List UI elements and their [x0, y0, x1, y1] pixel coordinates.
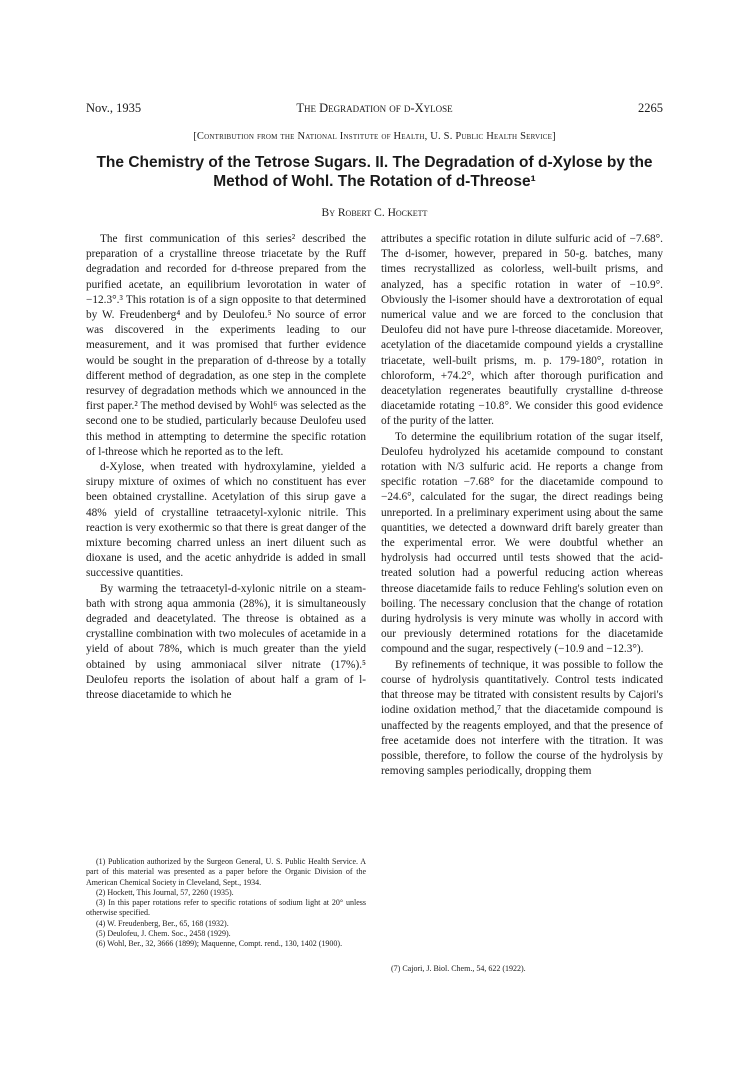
running-title: The Degradation of d-Xylose: [296, 101, 453, 115]
contribution-line: [Contribution from the National Institute of Health, U. S. Public Health Service]: [193, 131, 556, 142]
footnote: (4) W. Freudenberg, Ber., 65, 168 (1932).: [96, 918, 229, 928]
right-column: [381, 232, 663, 779]
footnote: (6) Wohl, Ber., 32, 3666 (1899); Maquenne, Compt. rend., 130, 1402 (1900).: [96, 939, 343, 949]
paragraph: d-Xylose, when treated with hydroxylamine, yielded a sirupy mixture of oximes of which no constituent has ever been obtained crystalline. Acetylation of this sirup gave a 48% yield of crystalline tetraacetyl-xylonic nitrile. This reaction is very exothermic so that there is great danger of the mixture becoming charred unless an inert diluent such as dioxane is used, and the acetic anhydride is added in small successive quantities.: [86, 461, 366, 580]
footnotes-right: [381, 964, 663, 974]
title-line-2: Method of Wohl. The Rotation of d-Threose¹: [213, 173, 536, 190]
title-line-1: The Chemistry of the Tetrose Sugars. II. The Degradation of d-Xylose by the: [96, 154, 653, 171]
running-head: [86, 101, 663, 119]
paragraph: By refinements of technique, it was possible to follow the course of hydrolysis quantitatively. Control tests indicated that threose may be titrated with consistent results by Cajori's iodine oxidation method,⁷ that the diacetamide compound is unaffected by the reagents employed, and that the presence of free acetamide does not interfere with the titration. It was possible, therefore, to follow the course of the hydrolysis by removing samples periodically, dropping them: [381, 658, 663, 778]
paragraph: By warming the tetraacetyl-d-xylonic nitrile on a steam-bath with strong aqua ammonia (28%), it is simultaneously degraded and deacetylated. The threose is obtained as a crystalline combination with two molecules of acetamide in a yield of about 78%, which is much greater than the yield obtained by using ammoniacal silver nitrate (17%).⁵ Deulofeu reports the isolation of about half a gram of l-threose diacetamide to which he: [86, 582, 366, 702]
page-number: 2265: [638, 101, 663, 115]
paragraph: The first communication of this series² described the preparation of a crystalline threose triacetate by the Ruff degradation and recorded for d-threose prepared from the purified acetate, an equilibrium levorotation in water of −12.3°.³ This rotation is of a sign opposite to that determined by W. Freudenberg⁴ and by Deulofeu.⁵ No source of error was discovered in the experiments leading to our measurement, and it was promised that further evidence would be sought in the preparation of d-threose by a totally different method of degradation, as one step in the complete resurvey of degradation methods which we announced in the first paper.² The method devised by Wohl⁶ was selected as the second one to be studied, particularly because Deulofeu used this method in attempting to determine the specific rotation of l-threose which he reported as to the left.: [86, 233, 366, 458]
footnote: (2) Hockett, This Journal, 57, 2260 (1935).: [96, 887, 234, 897]
footnote: (3) In this paper rotations refer to specific rotations of sodium light at 20° unless otherwise specified.: [86, 898, 366, 918]
footnotes-left: [86, 857, 366, 950]
paragraph: To determine the equilibrium rotation of the sugar itself, Deulofeu hydrolyzed his acetamide compound to constant rotation with N/3 sulfuric acid. He reports a change from specific rotation −7.68° for the diacetamide compound to −24.6°, calculated for the sugar, the direct readings being unreported. In a preliminary experiment using about the same quantities, we detected a downward drift barely greater than the experimental error. We were doubtful whether an hydrolysis had occurred until tests showed that the acid-treated solution had a powerful reducing action whereas threose diacetamide fails to reduce Fehling's solution even on boiling. The necessary conclusion that the change of rotation during hydrolysis is very minute was wholly in accord with our previously determined rotations for the diacetamide compound and the sugar, respectively (−10.9 and −12.3°).: [381, 430, 663, 656]
issue-date: Nov., 1935: [86, 101, 142, 115]
paragraph: attributes a specific rotation in dilute sulfuric acid of −7.68°. The d-isomer, however, prepared in 50-g. batches, many times recrystallized as colorless, well-built prisms, and analyzed, has a specific rotation in water of −10.9°. Obviously the l-isomer should have a dextrorotation of equal numerical value and we are forced to the conclusion that Deulofeu did not have pure l-threose diacetamide. Moreover, acetylation of the diacetamide compound yields a crystalline triacetate, well-built prisms, m. p. 179-180°, rotation in chloroform, +74.2°, which after thorough purification and deacetylation regenerates beautifully crystalline d-threose diacetamide rotating −10.8°. We consider this good evidence of the purity of the latter.: [381, 233, 663, 428]
author-byline: By Robert C. Hockett: [321, 207, 428, 219]
footnote: (1) Publication authorized by the Surgeon General, U. S. Public Health Service. A part of this material was presented as a paper before the Organic Division of the American Chemical Society in Cleveland, Sept., 1934.: [86, 857, 366, 887]
left-column: [86, 232, 366, 703]
footnote: (7) Cajori, J. Biol. Chem., 54, 622 (1922).: [391, 964, 526, 973]
article-title: [86, 153, 663, 191]
footnote: (5) Deulofeu, J. Chem. Soc., 2458 (1929).: [96, 929, 231, 939]
